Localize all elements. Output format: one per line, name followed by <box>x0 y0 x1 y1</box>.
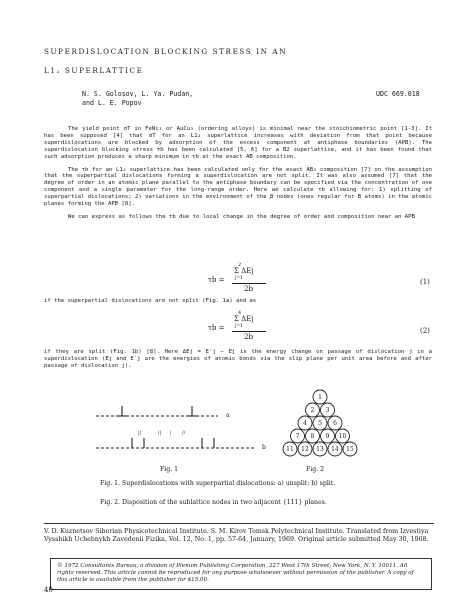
svg-text:||: || <box>158 430 162 436</box>
svg-text://: // <box>182 430 186 436</box>
udc-code: UDC 669.018 <box>376 90 420 98</box>
eq1-sum-bottom: j=1 <box>235 276 244 281</box>
fig2-node-label: 4 <box>303 420 307 428</box>
paragraph-1: The yield point σT in FeNi₃ or AuCu₃ (ordering alloys) is minimal near the stoichiometric point [1-3]. It has been supposed [4] that σT for an L1₂ superlattice increases with deviation from that point because superdislocations are blocked by adsorption of the excess component at antiphase boundaries (APB). The superdislocation blocking stress τb has been calculated [5, 6] for a B2 superlattice, and it has been found that such adsorption produces a sharp minimum in τb at the exact AB composition. <box>44 126 432 160</box>
fig2-node-label: 11 <box>286 446 294 454</box>
eq1-fraction-bar <box>232 283 266 284</box>
fig2-node-label: 7 <box>295 433 300 441</box>
authors-line2: and L. E. Popov <box>82 99 142 107</box>
footnote-text: V. D. Kuznetsov Siberian Physicotechnical Institute. S. M. Kirov Tomsk Polytechnical Institute. Translated from Izvestiya Vysshikh Uchebnykh Zavedenii Fizika, Vol. 12, No. 1, pp. 57-64, January, 1969. Original article submitted May 30, 1968. <box>44 528 429 543</box>
page-number: 40 <box>44 586 53 594</box>
fig2-node-label: 1 <box>318 394 322 402</box>
figure-2-label: Fig. 2 <box>306 466 325 473</box>
fig2-node-label: 15 <box>346 446 354 454</box>
fig2-node-label: 10 <box>338 433 347 441</box>
paragraph-4: if the superpartial dislocations are not split (Fig. 1a) and as <box>44 298 257 304</box>
equation-1 <box>208 262 288 298</box>
eq2-sum-bottom: j=1 <box>235 324 244 329</box>
eq1-lhs: τb = <box>208 276 225 284</box>
fig1-label-a: a <box>226 412 230 419</box>
caption-figure-1: Fig. 1. Superdislocations with superpartial dislocations: a) unsplit; b) split. <box>100 480 336 487</box>
svg-text:|: | <box>170 430 172 436</box>
eq2-fraction-bar <box>232 331 266 332</box>
fig1-label-b: b <box>262 444 266 451</box>
fig2-node-label: 5 <box>318 420 322 428</box>
fig2-node-label: 6 <box>333 420 337 428</box>
fig2-node-label: 2 <box>310 407 315 415</box>
equation-1-number: (1) <box>420 278 430 286</box>
fig2-node-label: 3 <box>325 407 330 415</box>
fig2-node-label: 12 <box>301 446 309 454</box>
svg-text:||: || <box>138 430 142 436</box>
eq2-denominator: 2b <box>244 333 253 341</box>
eq2-sum-top: 4 <box>238 310 242 316</box>
equation-2 <box>208 310 288 346</box>
eq2-lhs: τb = <box>208 324 225 332</box>
fig2-node-label: 8 <box>310 433 315 441</box>
figure-1-label: Fig. 1 <box>160 466 179 473</box>
paragraph-3: We can express as follows the τb due to local change in the degree of order and composition near an APB <box>68 213 415 220</box>
figure-2-diagram <box>272 388 368 466</box>
body-block-1 <box>44 126 432 221</box>
fig2-node-label: 14 <box>331 446 339 454</box>
eq2-numerator: Σ ΔEj <box>234 315 254 323</box>
authors-line1: N. S. Golosov, L. Ya. Pudan, <box>82 90 194 98</box>
paragraph-5: if they are split (Fig. 1b) [8]. Here ΔEj = E′j − Ej is the energy change on passage of dislocation j in a superdislocation (Ej and E′j are the energies of atomic bonds via the slip plane per unit area before and after passage of dislocation j). <box>44 349 432 369</box>
equation-2-number: (2) <box>420 327 430 335</box>
article-title-line2: L1₂ SUPERLATTICE <box>44 66 144 75</box>
footnote-rule <box>44 523 434 524</box>
fig2-node-label: 9 <box>325 433 330 441</box>
eq1-sum-top: 2 <box>238 262 242 268</box>
caption-figure-2: Fig. 2. Disposition of the sublattice nodes in two adjacent {111} planes. <box>100 499 327 506</box>
eq1-numerator: Σ ΔEj <box>234 267 254 275</box>
article-title-line1: SUPERDISLOCATION BLOCKING STRESS IN AN <box>44 47 288 56</box>
paragraph-2: The τb for an L1₂ superlattice has been calculated only for the exact AB₃ composition [7] on the assumption that the superpartial dislocations forming a superdislocation are not split. It was also assumed [7] that the degree of order in an atomic plane parallel to the antiphase boundary can be specified via the concentration of one component and a single parameter for the long-range order. Here we calculate τb allowing for: 1) splitting of superpartial dislocations; 2) variations in the environment of the β nodes (ones regular for B atoms) in the atomic planes forming the APB [8]. <box>44 166 432 208</box>
eq1-denominator: 2b <box>244 285 253 293</box>
fig2-node-label: 13 <box>316 446 324 454</box>
copyright-notice: © 1972 Consultants Bureau, a division of Plenum Publishing Corporation, 227 West 17th Street, New York, N. Y. 10011. All rights reserved. This article cannot be reproduced for any purpose whatsoever without permission of the publisher. A copy of this article is available from the publisher for $15.00. <box>50 558 432 590</box>
figure-1-diagram <box>92 402 272 462</box>
